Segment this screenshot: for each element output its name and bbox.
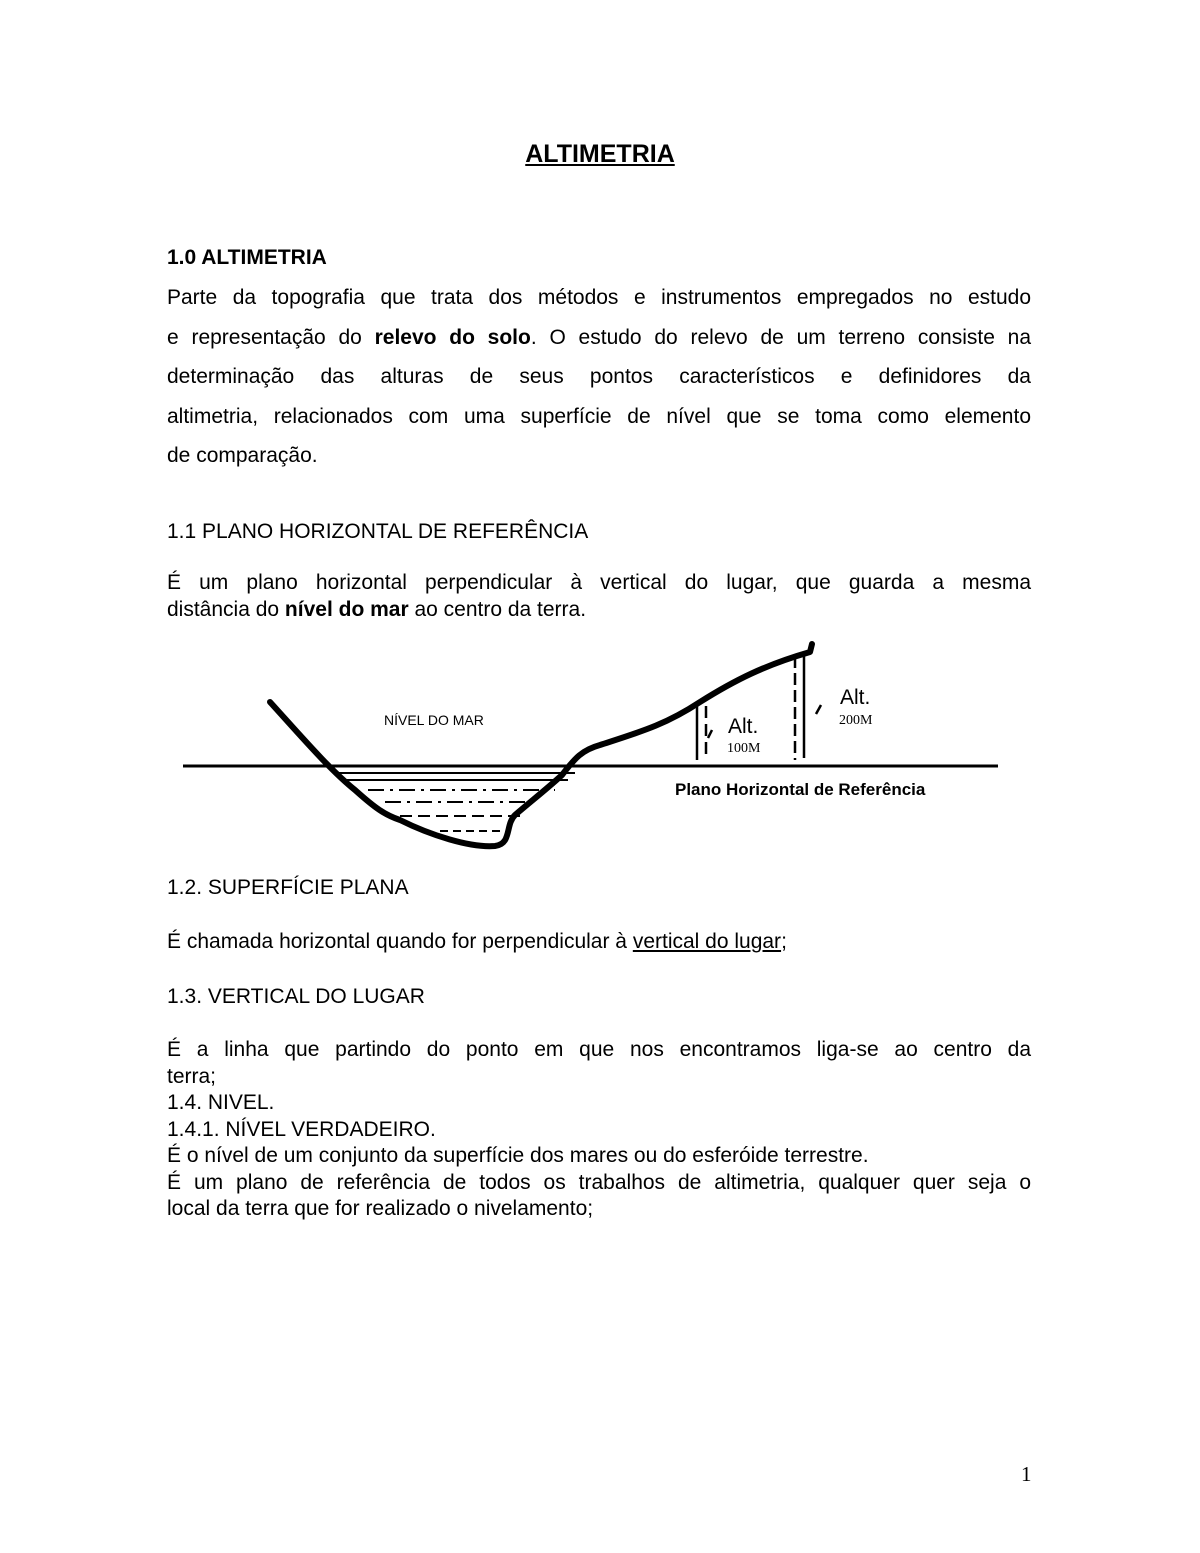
paragraph-line: altimetria, relacionados com uma superfície de nível que se toma como elemento bbox=[167, 404, 1031, 428]
section-1-3-paragraph bbox=[167, 1037, 1031, 1090]
section-1-1-heading: 1.1 PLANO HORIZONTAL DE REFERÊNCIA bbox=[167, 520, 589, 543]
alt-value-100: 100M bbox=[727, 741, 761, 756]
section-1-4-1-heading: 1.4.1. NÍVEL VERDADEIRO. bbox=[167, 1117, 436, 1141]
bold-term-relevo-do-solo: relevo do solo bbox=[374, 325, 531, 349]
text-run: ao centro da terra. bbox=[408, 597, 587, 621]
paragraph-line: É um plano de referência de todos os trabalhos de altimetria, qualquer quer seja o bbox=[167, 1170, 1031, 1194]
section-1-0-paragraph bbox=[167, 278, 1031, 476]
section-1-3-heading: 1.3. VERTICAL DO LUGAR bbox=[167, 985, 425, 1008]
page-title: ALTIMETRIA bbox=[525, 140, 675, 168]
tick-mark bbox=[816, 705, 821, 714]
section-1-2-text bbox=[167, 930, 787, 954]
reference-plane-label: Plano Horizontal de Referência bbox=[675, 780, 926, 799]
section-1-0-heading: 1.0 ALTIMETRIA bbox=[167, 246, 327, 269]
section-1-4-block bbox=[167, 1090, 1031, 1223]
text-run: ; bbox=[781, 930, 787, 953]
paragraph-line: de comparação. bbox=[167, 444, 318, 467]
text-run: É chamada horizontal quando for perpendicular à bbox=[167, 930, 633, 953]
paragraph-line: É a linha que partindo do ponto em que nos encontramos liga-se ao centro da bbox=[167, 1038, 1031, 1061]
bold-term-nivel-do-mar: nível do mar bbox=[284, 597, 409, 621]
paragraph-line bbox=[167, 318, 1031, 358]
section-1-4-heading: 1.4. NIVEL. bbox=[167, 1091, 275, 1114]
underlined-term-vertical-do-lugar: vertical do lugar bbox=[632, 930, 782, 953]
text-run: . O estudo do relevo de um terreno consiste na bbox=[530, 325, 1032, 349]
paragraph-line: local da terra que for realizado o nivelamento; bbox=[167, 1197, 594, 1220]
alt-label-200: Alt. bbox=[840, 686, 871, 709]
text-run: distância do bbox=[167, 597, 285, 621]
alt-value-200: 200M bbox=[839, 713, 873, 728]
paragraph-line: terra; bbox=[167, 1064, 217, 1088]
altimetry-diagram bbox=[0, 630, 1200, 860]
section-1-1-paragraph bbox=[167, 570, 1031, 623]
section-1-2-heading: 1.2. SUPERFÍCIE PLANA bbox=[167, 876, 409, 899]
paragraph-line: determinação das alturas de seus pontos característicos e definidores da bbox=[167, 365, 1031, 388]
paragraph-line: Parte da topografia que trata dos métodos e instrumentos empregados no estudo bbox=[167, 286, 1031, 309]
sea-level-label: NÍVEL DO MAR bbox=[384, 712, 484, 728]
alt-label-100: Alt. bbox=[728, 715, 759, 738]
text-run: e representação do bbox=[167, 325, 375, 349]
paragraph-line: É um plano horizontal perpendicular à vertical do lugar, que guarda a mesma bbox=[167, 571, 1031, 594]
tick-mark bbox=[708, 730, 712, 738]
paragraph-line bbox=[167, 597, 1031, 624]
paragraph-line: É o nível de um conjunto da superfície dos mares ou do esferóide terrestre. bbox=[167, 1144, 869, 1167]
page-number: 1 bbox=[1021, 1462, 1032, 1486]
